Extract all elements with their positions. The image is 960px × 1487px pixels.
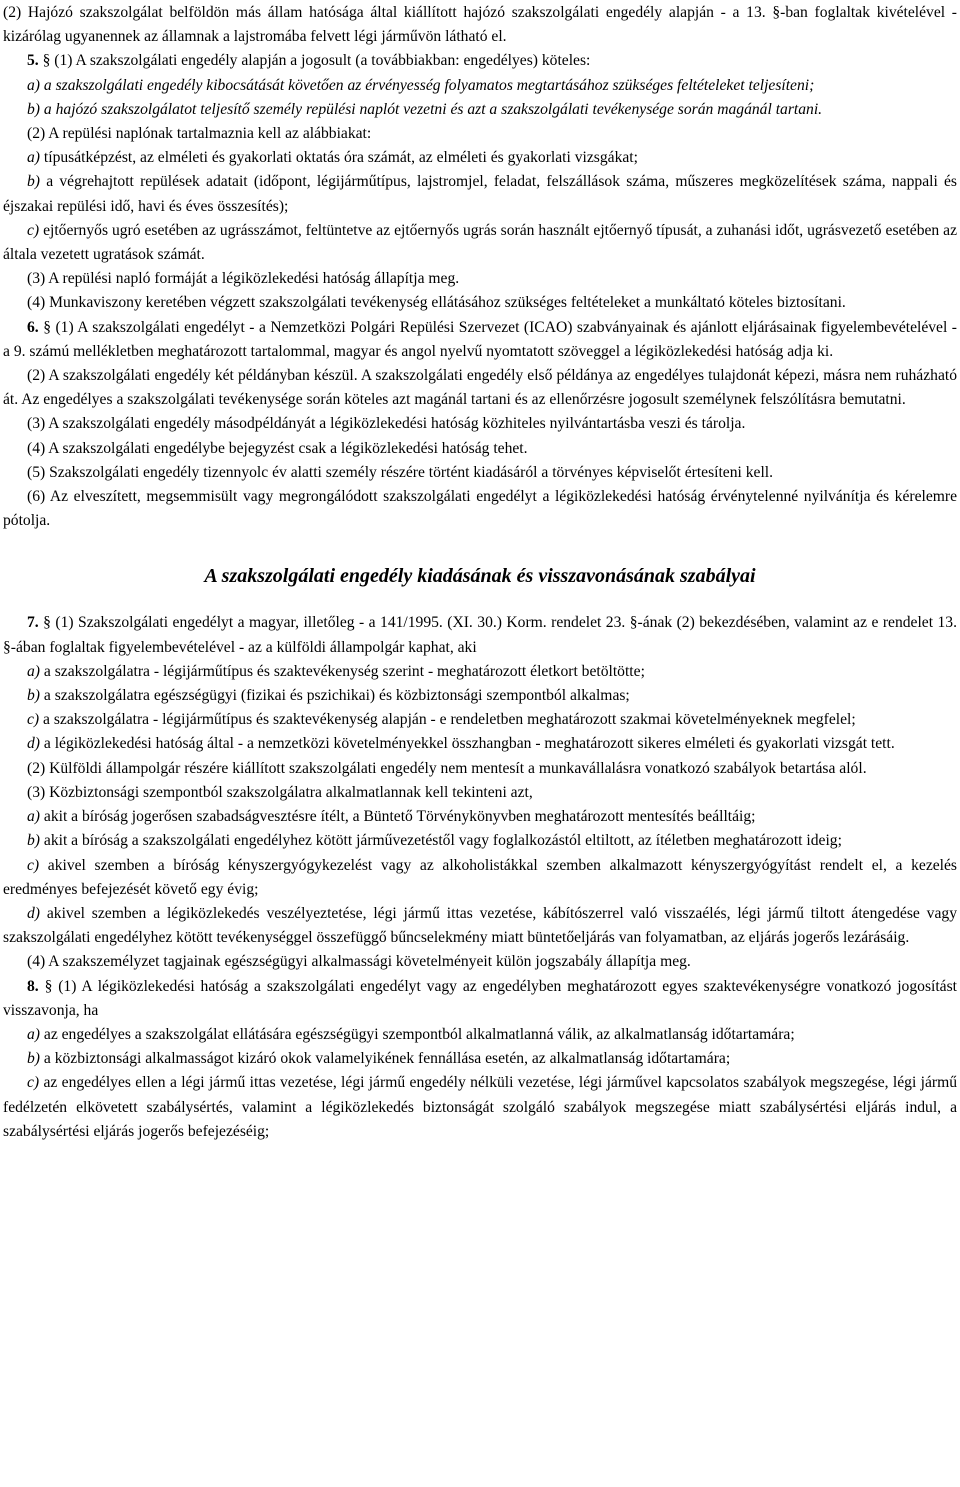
- paragraph: [3, 805, 957, 829]
- paragraph: [3, 1, 957, 49]
- paragraph-text: a végrehajtott repülések adatait (időpont, légijárműtípus, lajstromjel, feladat, felszállások száma, műszeres megközelítések száma, nappali és éjszakai repülési idő, havi és éves összesítés);: [3, 173, 957, 215]
- paragraph-text: akivel szemben a légiközlekedés veszélyeztetése, légi jármű ittas vezetése, kábítószerrel való visszaélés, légi jármű tiltott átengedése vagy szakszolgálati engedélyhez kötött tevékenységgel összefüggő bűncselekmény miatt büntetőeljárás van folyamatban, az eljárás jogerős lezárásáig.: [3, 904, 957, 947]
- section-number: 6.: [27, 318, 39, 336]
- section-number: 7.: [27, 614, 39, 632]
- list-marker: b): [27, 1050, 40, 1068]
- list-marker: d): [27, 735, 40, 753]
- paragraph: [3, 170, 957, 218]
- section-number: 8.: [27, 977, 39, 995]
- paragraph-text: (4) A szakszolgálati engedélybe bejegyzést csak a légiközlekedési hatóság tehet.: [27, 439, 528, 457]
- list-marker: c): [27, 711, 40, 729]
- paragraph: [3, 74, 957, 98]
- list-marker: b): [27, 687, 40, 705]
- paragraph: [3, 122, 957, 146]
- paragraph: [3, 49, 957, 73]
- paragraph-text: akivel szemben a bíróság kényszergyógykezelést vagy az alkoholistákkal szemben alkalmazott kényszergyógyítást rendelt el, a kezelés eredményes befejezését követő egy évig;: [3, 856, 957, 898]
- paragraph-text: § (1) Szakszolgálati engedélyt a magyar, illetőleg - a 141/1995. (XI. 30.) Korm. rendelet 23. §-ának (2) bekezdésében, valamint az e rendelet 13. §-ában foglaltak figyelembevételével - az a külföldi állampolgár kaphat, aki: [3, 614, 957, 656]
- paragraph-text: a szakszolgálatra egészségügyi (fizikai és pszichikai) és közbiztonsági szempontból alkalmas;: [40, 687, 630, 705]
- paragraph-text: (5) Szakszolgálati engedély tizennyolc év alatti személy részére történt kiadásáról a törvényes képviselőt értesíteni kell.: [27, 463, 774, 481]
- paragraph-text: (3) A repülési napló formáját a légiközlekedési hatóság állapítja meg.: [27, 270, 460, 288]
- paragraph-text: § (1) A szakszolgálati engedély alapján a jogosult (a továbbiakban: engedélyes) köteles:: [38, 52, 591, 70]
- list-marker: a): [27, 1025, 40, 1043]
- paragraph-text: (6) Az elveszített, megsemmisült vagy megrongálódott szakszolgálati engedélyt a légiközlekedési hatóság érvénytelenné nyilvánítja és kérelemre pótolja.: [3, 488, 957, 530]
- paragraph: [3, 1047, 957, 1071]
- paragraph: [3, 684, 957, 708]
- paragraph-text: (2) A szakszolgálati engedély két példányban készül. A szakszolgálati engedély első példánya az engedélyes tulajdonát képezi, másra nem ruházható át. Az engedélyes a szakszolgálati tevékenysége során köteles azt magánál tartani és az ellenőrzésre jogosult személynek felszólításra bemutatni.: [3, 367, 957, 409]
- paragraph-text: a szakszolgálati engedély kibocsátását követően az érvényesség folyamatos megtartásához szükséges feltételeket teljesíteni;: [40, 76, 815, 94]
- paragraph-text: típusátképzést, az elméleti és gyakorlati oktatás óra számát, az elméleti és gyakorlati vizsgákat;: [40, 149, 638, 167]
- paragraph-text: a légiközlekedési hatóság által - a nemzetközi követelményekkel összhangban - meghatározott sikeres elméleti és gyakorlati vizsgát tett.: [40, 735, 895, 753]
- paragraph: [3, 146, 957, 170]
- paragraph-text: § (1) A légiközlekedési hatóság a szakszolgálati engedélyt vagy az engedélyben meghatározott egyes szaktevékenységre vonatkozó jogosítást visszavonja, ha: [3, 977, 957, 1019]
- paragraph: [3, 611, 957, 659]
- list-marker: a): [27, 662, 40, 680]
- paragraph-text: akit a bíróság a szakszolgálati engedélyhez kötött járművezetéstől vagy foglalkozástól eltiltott, az ítéletben meghatározott ideig;: [40, 832, 842, 850]
- paragraph-text: ejtőernyős ugró esetében az ugrásszámot, feltüntetve az ejtőernyős ugrás során használt ejtőernyő típusát, a zuhanási időt, ugrásvezető esetében az általa vezetett ugratások számát.: [3, 221, 957, 264]
- list-marker: c): [27, 221, 40, 239]
- list-marker: c): [27, 1074, 40, 1092]
- paragraph-text: (3) A szakszolgálati engedély másodpéldányát a légiközlekedési hatóság közhiteles nyilvántartásba veszi és tárolja.: [27, 415, 746, 433]
- paragraph: [3, 854, 957, 902]
- paragraph: [3, 291, 957, 315]
- paragraphs-bottom: [3, 611, 957, 1143]
- paragraph: [3, 219, 957, 267]
- paragraph: [3, 267, 957, 291]
- paragraph-text: a hajózó szakszolgálatot teljesítő személy repülési naplót vezetni és azt a szakszolgálati tevékenysége során magánál tartani.: [40, 100, 823, 118]
- list-marker: d): [27, 904, 40, 922]
- paragraph-text: a szakszolgálatra - légijárműtípus és szaktevékenység szerint - meghatározott életkort betöltötte;: [40, 662, 645, 680]
- paragraph: [3, 1023, 957, 1047]
- paragraph: [3, 412, 957, 436]
- paragraph: [3, 732, 957, 756]
- paragraph-text: (2) Hajózó szakszolgálat belföldön más állam hatósága által kiállított hajózó szakszolgálati engedély alapján - a 13. §-ban foglaltak kivételével - kizárólag ugyanennek az államnak a lajstromába felvett légi járművön látható el.: [3, 4, 957, 46]
- section-number: 5.: [27, 52, 39, 70]
- paragraph-text: (4) A szakszemélyzet tagjainak egészségügyi alkalmassági követelményeit külön jogszabály állapítja meg.: [27, 953, 691, 971]
- paragraph-text: az engedélyes a szakszolgálat ellátására egészségügyi szempontból alkalmatlanná válik, az alkalmatlanság időtartamára;: [40, 1025, 795, 1043]
- paragraph-text: (2) Külföldi állampolgár részére kiállított szakszolgálati engedély nem mentesít a munkavállalásra vonatkozó szabályok betartása alól.: [27, 759, 867, 777]
- paragraph-text: (4) Munkaviszony keretében végzett szakszolgálati tevékenység ellátásához szükséges feltételeket a munkáltató köteles biztosítani.: [27, 294, 846, 312]
- paragraph: [3, 781, 957, 805]
- paragraph-text: a szakszolgálatra - légijárműtípus és szaktevékenység alapján - e rendeletben meghatározott szakmai követelményeknek megfelel;: [39, 711, 856, 729]
- paragraph-text: § (1) A szakszolgálati engedélyt - a Nemzetközi Polgári Repülési Szervezet (ICAO) szabványainak és ajánlott eljárásainak figyelembevételével - a 9. számú mellékletben meghatározott tartalommal, magyar és angol nyelvű nyomtatott szöveggel a légiközlekedési hatóság adja ki.: [3, 318, 957, 360]
- paragraph-text: a közbiztonsági alkalmasságot kizáró okok valamelyikének fennállása esetén, az alkalmatlanság időtartamára;: [40, 1050, 731, 1068]
- paragraph: [3, 437, 957, 461]
- paragraph-text: az engedélyes ellen a légi jármű ittas vezetése, légi jármű engedély nélküli vezetése, légi járművel kapcsolatos szabályok megszegése, légi jármű fedélzetén elkövetett szabálysértés, valamint a légiközlekedés biztonságát szolgáló szabályok megszegése miatt szabálysértési eljárás indul, a szabálysértési eljárás jogerős befejezéséig;: [3, 1074, 957, 1140]
- paragraph: [3, 975, 957, 1023]
- list-marker: b): [27, 173, 40, 191]
- paragraph: [3, 757, 957, 781]
- paragraph: [3, 950, 957, 974]
- list-marker: b): [27, 832, 40, 850]
- paragraph: [3, 485, 957, 533]
- paragraph-text: (3) Közbiztonsági szempontból szakszolgálatra alkalmatlannak kell tekinteni azt,: [27, 783, 533, 801]
- paragraph: [3, 364, 957, 412]
- list-marker: a): [27, 808, 40, 826]
- paragraph: [3, 829, 957, 853]
- list-marker: a): [27, 76, 40, 94]
- list-marker: c): [27, 856, 40, 874]
- section-heading: A szakszolgálati engedély kiadásának és visszavonásának szabályai: [204, 565, 756, 588]
- paragraph: [3, 98, 957, 122]
- list-marker: b): [27, 100, 40, 118]
- paragraph-text: akit a bíróság jogerősen szabadságvesztésre ítélt, a Büntető Törvénykönyvben meghatározott mentesítés beálltáig;: [40, 808, 756, 826]
- paragraph: [3, 461, 957, 485]
- paragraph: [3, 316, 957, 364]
- paragraphs-top: [3, 1, 957, 533]
- paragraph: [3, 708, 957, 732]
- paragraph: [3, 660, 957, 684]
- paragraph-text: (2) A repülési naplónak tartalmaznia kell az alábbiakat:: [27, 125, 372, 143]
- paragraph: [3, 1071, 957, 1144]
- paragraph: [3, 902, 957, 950]
- list-marker: a): [27, 149, 40, 167]
